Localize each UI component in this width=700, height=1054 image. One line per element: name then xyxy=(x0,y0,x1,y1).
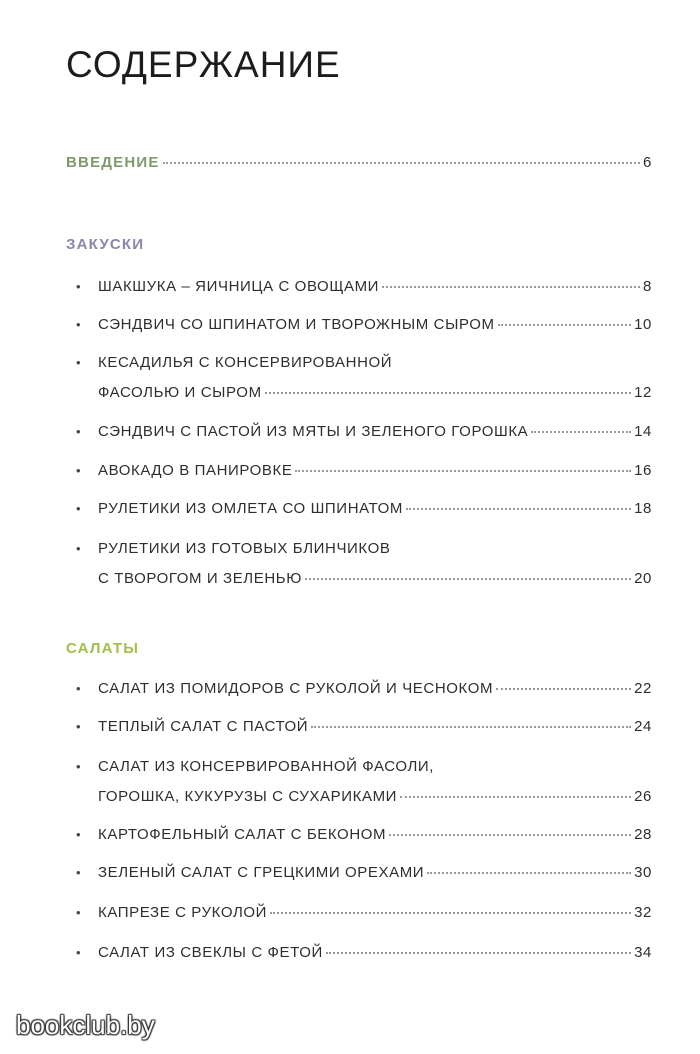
toc-entry-line xyxy=(76,423,652,443)
toc-entry[interactable] xyxy=(76,316,652,336)
toc-entry-line xyxy=(76,570,652,590)
entry-title: САЛАТ ИЗ ПОМИДОРОВ С РУКОЛОЙ И ЧЕСНОКОМ xyxy=(98,680,494,697)
bullet-dot: • xyxy=(76,541,82,556)
toc-entry-line xyxy=(76,826,652,846)
dot-leader xyxy=(400,795,631,798)
watermark: bookclub.by xyxy=(16,1010,155,1040)
page-number: 26 xyxy=(634,788,652,805)
entry-title: С ТВОРОГОМ И ЗЕЛЕНЬЮ xyxy=(98,570,302,587)
entry-title: ГОРОШКА, КУКУРУЗЫ С СУХАРИКАМИ xyxy=(98,788,398,805)
entry-title: КЕСАДИЛЬЯ С КОНСЕРВИРОВАННОЙ xyxy=(98,354,393,371)
toc-entry-line xyxy=(76,462,652,482)
toc-entry[interactable] xyxy=(76,904,652,924)
page-number: 6 xyxy=(643,154,652,171)
dot-leader xyxy=(270,911,631,914)
bullet-dot: • xyxy=(76,719,82,734)
bullet-dot: • xyxy=(76,759,82,774)
dot-leader xyxy=(326,951,631,954)
page-number: 30 xyxy=(634,864,652,881)
toc-entry-line xyxy=(76,278,652,298)
section-title-salads: САЛАТЫ xyxy=(66,640,140,657)
page-number: 34 xyxy=(634,944,652,961)
page-number: 18 xyxy=(634,500,652,517)
toc-entry[interactable] xyxy=(76,680,652,700)
entry-title: РУЛЕТИКИ ИЗ ОМЛЕТА СО ШПИНАТОМ xyxy=(98,500,404,517)
toc-entry[interactable] xyxy=(76,944,652,964)
toc-entry-line xyxy=(76,354,652,374)
toc-entry-line xyxy=(76,944,652,964)
page-number: 10 xyxy=(634,316,652,333)
bullet-dot: • xyxy=(76,501,82,516)
entry-title: ТЕПЛЫЙ САЛАТ С ПАСТОЙ xyxy=(98,718,309,735)
toc-entry[interactable] xyxy=(76,758,652,808)
toc-entry[interactable] xyxy=(76,278,652,298)
bullet-dot: • xyxy=(76,945,82,960)
toc-entry-line xyxy=(76,500,652,520)
page-number: 24 xyxy=(634,718,652,735)
bullet-dot: • xyxy=(76,865,82,880)
page-number: 22 xyxy=(634,680,652,697)
entry-title: САЛАТ ИЗ КОНСЕРВИРОВАННОЙ ФАСОЛИ, xyxy=(98,758,435,775)
toc-entry-line xyxy=(76,904,652,924)
entry-title: КАПРЕЗЕ С РУКОЛОЙ xyxy=(98,904,268,921)
page-number: 8 xyxy=(643,278,652,295)
toc-entry[interactable] xyxy=(76,500,652,520)
toc-entry-line xyxy=(76,384,652,404)
dot-leader xyxy=(389,833,631,836)
entry-title: АВОКАДО В ПАНИРОВКЕ xyxy=(98,462,293,479)
dot-leader xyxy=(311,725,631,728)
entry-title: СЭНДВИЧ СО ШПИНАТОМ И ТВОРОЖНЫМ СЫРОМ xyxy=(98,316,495,333)
dot-leader xyxy=(163,161,640,164)
toc-entry-line xyxy=(76,864,652,884)
bullet-dot: • xyxy=(76,317,82,332)
dot-leader xyxy=(498,323,632,326)
entry-title: РУЛЕТИКИ ИЗ ГОТОВЫХ БЛИНЧИКОВ xyxy=(98,540,391,557)
entry-title: СЭНДВИЧ С ПАСТОЙ ИЗ МЯТЫ И ЗЕЛЕНОГО ГОРОШКА xyxy=(98,423,529,440)
page-number: 32 xyxy=(634,904,652,921)
dot-leader xyxy=(295,469,631,472)
dot-leader xyxy=(265,391,631,394)
entry-title: ЗЕЛЕНЫЙ САЛАТ С ГРЕЦКИМИ ОРЕХАМИ xyxy=(98,864,425,881)
section-title-snacks: ЗАКУСКИ xyxy=(66,236,145,253)
toc-entry-line xyxy=(76,680,652,700)
dot-leader xyxy=(531,430,631,433)
toc-entry[interactable] xyxy=(76,718,652,738)
toc-entry-line xyxy=(76,540,652,560)
toc-entry[interactable] xyxy=(76,864,652,884)
entry-title: САЛАТ ИЗ СВЕКЛЫ С ФЕТОЙ xyxy=(98,944,323,961)
toc-entry-line xyxy=(76,718,652,738)
toc-entry[interactable] xyxy=(76,354,652,404)
dot-leader xyxy=(382,285,640,288)
dot-leader xyxy=(496,687,631,690)
page-title: СОДЕРЖАНИЕ xyxy=(66,44,341,85)
toc-entry[interactable] xyxy=(76,423,652,443)
page-number: 12 xyxy=(634,384,652,401)
bullet-dot: • xyxy=(76,424,82,439)
bullet-dot: • xyxy=(76,279,82,294)
entry-title: ФАСОЛЬЮ И СЫРОМ xyxy=(98,384,262,401)
bullet-dot: • xyxy=(76,905,82,920)
bullet-dot: • xyxy=(76,463,82,478)
entry-title: ШАКШУКА – ЯИЧНИЦА С ОВОЩАМИ xyxy=(98,278,380,295)
bullet-dot: • xyxy=(76,355,82,370)
toc-entry[interactable] xyxy=(76,462,652,482)
dot-leader xyxy=(406,507,631,510)
intro-label: ВВЕДЕНИЕ xyxy=(66,154,160,171)
toc-entry-intro[interactable] xyxy=(66,154,652,174)
toc-entry[interactable] xyxy=(76,540,652,590)
entry-title: КАРТОФЕЛЬНЫЙ САЛАТ С БЕКОНОМ xyxy=(98,826,387,843)
bullet-dot: • xyxy=(76,827,82,842)
toc-entry[interactable] xyxy=(76,826,652,846)
dot-leader xyxy=(305,577,631,580)
bullet-dot: • xyxy=(76,681,82,696)
dot-leader xyxy=(427,871,631,874)
page-number: 28 xyxy=(634,826,652,843)
page-number: 16 xyxy=(634,462,652,479)
page-number: 14 xyxy=(634,423,652,440)
toc-entry-line xyxy=(76,758,652,778)
toc-entry-line xyxy=(76,316,652,336)
toc-entry-line xyxy=(76,788,652,808)
page-number: 20 xyxy=(634,570,652,587)
